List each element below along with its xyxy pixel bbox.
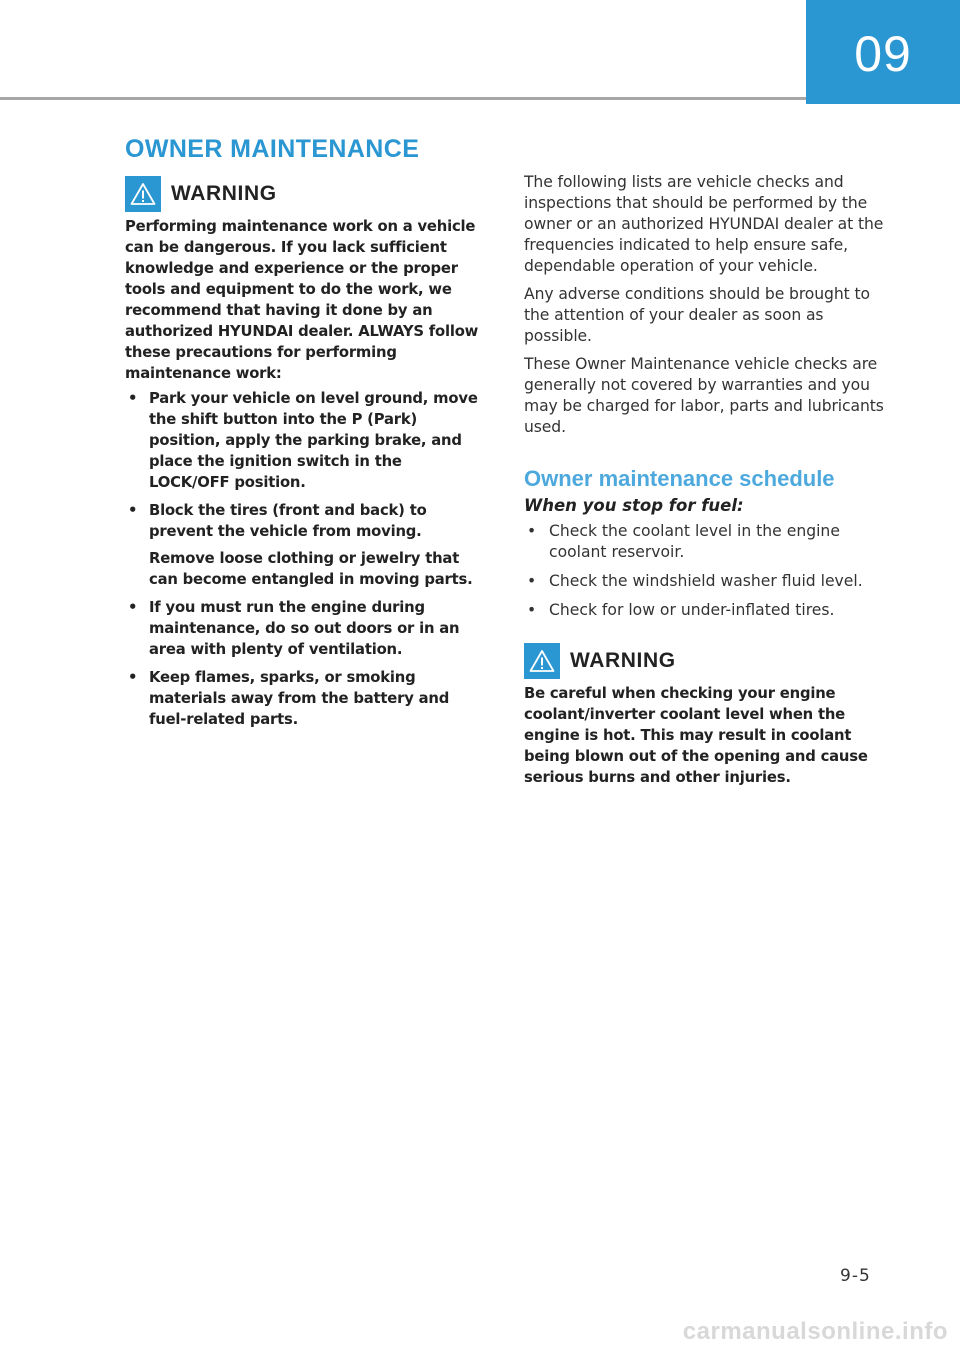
intro-paragraph: These Owner Maintenance vehicle checks are generally not covered by warranties and you may be charged for labor, parts and lubricants used. bbox=[524, 355, 884, 436]
chapter-tab bbox=[806, 0, 960, 104]
warning-list-item-extra: Remove loose clothing or jewelry that can become entangled in moving parts. bbox=[149, 550, 473, 588]
warning-list-item: • Park your vehicle on level ground, move the shift button into the P (Park) position, apply the parking brake, and place the ignition switch in the LOCK/OFF position. bbox=[125, 388, 487, 493]
schedule-title: Owner maintenance schedule bbox=[524, 466, 835, 491]
checklist-item: • Check for low or under-inflated tires. bbox=[524, 600, 886, 621]
right-column bbox=[524, 172, 886, 788]
warning-precautions-list bbox=[125, 388, 487, 730]
warning-list-item: • Block the tires (front and back) to prevent the vehicle from moving. Remove loose clothing or jewelry that can become entangled in moving parts. bbox=[125, 500, 487, 590]
left-column bbox=[125, 176, 487, 737]
warning-label: WARNING bbox=[171, 182, 277, 205]
intro-text bbox=[524, 172, 886, 438]
warning-triangle-icon bbox=[524, 643, 560, 679]
intro-paragraph: The following lists are vehicle checks and inspections that should be performed by the owner or an authorized HYUNDAI dealer at the frequencies indicated to help ensure safe, dependable operation of your vehicle. bbox=[524, 173, 884, 275]
warning-list-item: • If you must run the engine during maintenance, do so out doors or in an area with plenty of ventilation. bbox=[125, 597, 487, 660]
checklist-item: • Check the coolant level in the engine coolant reservoir. bbox=[524, 521, 886, 563]
warning-box-2 bbox=[524, 643, 886, 788]
warning-list-item: • Keep flames, sparks, or smoking materials away from the battery and fuel-related parts. bbox=[125, 667, 487, 730]
header-rule bbox=[0, 97, 806, 100]
warning-triangle-icon bbox=[125, 176, 161, 212]
section-title: OWNER MAINTENANCE bbox=[125, 135, 420, 163]
warning-body bbox=[524, 683, 886, 788]
warning-box-1 bbox=[125, 176, 487, 730]
checklist-item: • Check the windshield washer fluid level. bbox=[524, 571, 886, 592]
warning-intro: Performing maintenance work on a vehicle can be dangerous. If you lack sufficient knowledge and experience or the proper tools and equipment to do the work, we recommend that having it done by an authorized HYUNDAI dealer. ALWAYS follow these precautions for performing maintenance work: bbox=[125, 218, 479, 382]
schedule-subtitle: When you stop for fuel: bbox=[524, 496, 744, 515]
chapter-number: 09 bbox=[854, 25, 912, 82]
page-number: 9-5 bbox=[840, 1266, 871, 1286]
watermark: carmanualsonline.info bbox=[682, 1318, 948, 1345]
warning-text: Be careful when checking your engine coolant/inverter coolant level when the engine is hot. This may result in coolant being blown out of the opening and cause serious burns and other injuries. bbox=[524, 685, 868, 786]
fuel-stop-checklist bbox=[524, 521, 886, 621]
intro-paragraph: Any adverse conditions should be brought to the attention of your dealer as soon as possible. bbox=[524, 285, 870, 345]
warning-body bbox=[125, 216, 487, 730]
warning-header bbox=[524, 643, 886, 679]
warning-label: WARNING bbox=[570, 649, 676, 672]
warning-header bbox=[125, 176, 487, 212]
